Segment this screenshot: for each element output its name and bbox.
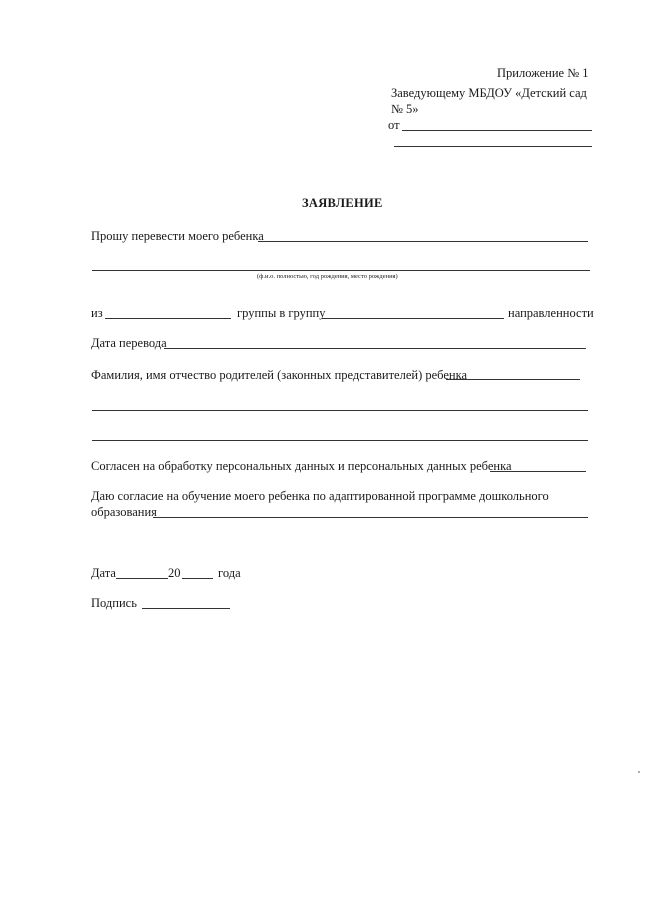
parents-line-2[interactable] [92, 410, 588, 411]
consent-education-signature-line[interactable] [153, 517, 588, 518]
consent-education-line-1: Даю согласие на обучение моего ребенка по адаптированной программе дошкольного [91, 489, 549, 503]
signature-label: Подпись [91, 596, 137, 610]
consent-education-line-2: образования [91, 505, 157, 519]
scan-speck [638, 771, 640, 773]
from-group-line[interactable] [105, 318, 231, 319]
orientation-label: направленности [508, 306, 594, 320]
transfer-date-line[interactable] [164, 348, 586, 349]
parents-line-1[interactable] [446, 379, 580, 380]
date-year-line[interactable] [182, 578, 213, 579]
request-label: Прошу перевести моего ребенка [91, 229, 264, 243]
from-name-line-2[interactable] [394, 146, 592, 147]
year-suffix: года [218, 566, 241, 580]
date-day-line[interactable] [116, 578, 168, 579]
addressee-line-1: Заведующему МБДОУ «Детский сад [391, 86, 587, 100]
appendix-label: Приложение № 1 [497, 66, 589, 80]
child-details-line[interactable] [92, 270, 590, 271]
parents-label: Фамилия, имя отчество родителей (законных представителей) ребенка [91, 368, 468, 382]
child-name-line[interactable] [258, 241, 588, 242]
transfer-date-label: Дата перевода [91, 336, 167, 350]
date-label: Дата [91, 566, 116, 580]
to-group-line[interactable] [322, 318, 504, 319]
signature-line[interactable] [142, 608, 230, 609]
consent-data-line[interactable] [490, 471, 586, 472]
parents-line-3[interactable] [92, 440, 588, 441]
from-label: от [388, 118, 400, 132]
from-group-label: из [91, 306, 103, 320]
child-details-caption: (ф.и.о. полностью, год рождения, место рождения) [257, 273, 398, 280]
from-name-line[interactable] [402, 130, 592, 131]
addressee-line-2: № 5» [391, 102, 419, 116]
year-prefix: 20 [168, 566, 181, 580]
document-title: ЗАЯВЛЕНИЕ [302, 196, 383, 210]
to-group-label: группы в группу [237, 306, 326, 320]
consent-data-label: Согласен на обработку персональных данных и персональных данных ребенка [91, 459, 512, 473]
